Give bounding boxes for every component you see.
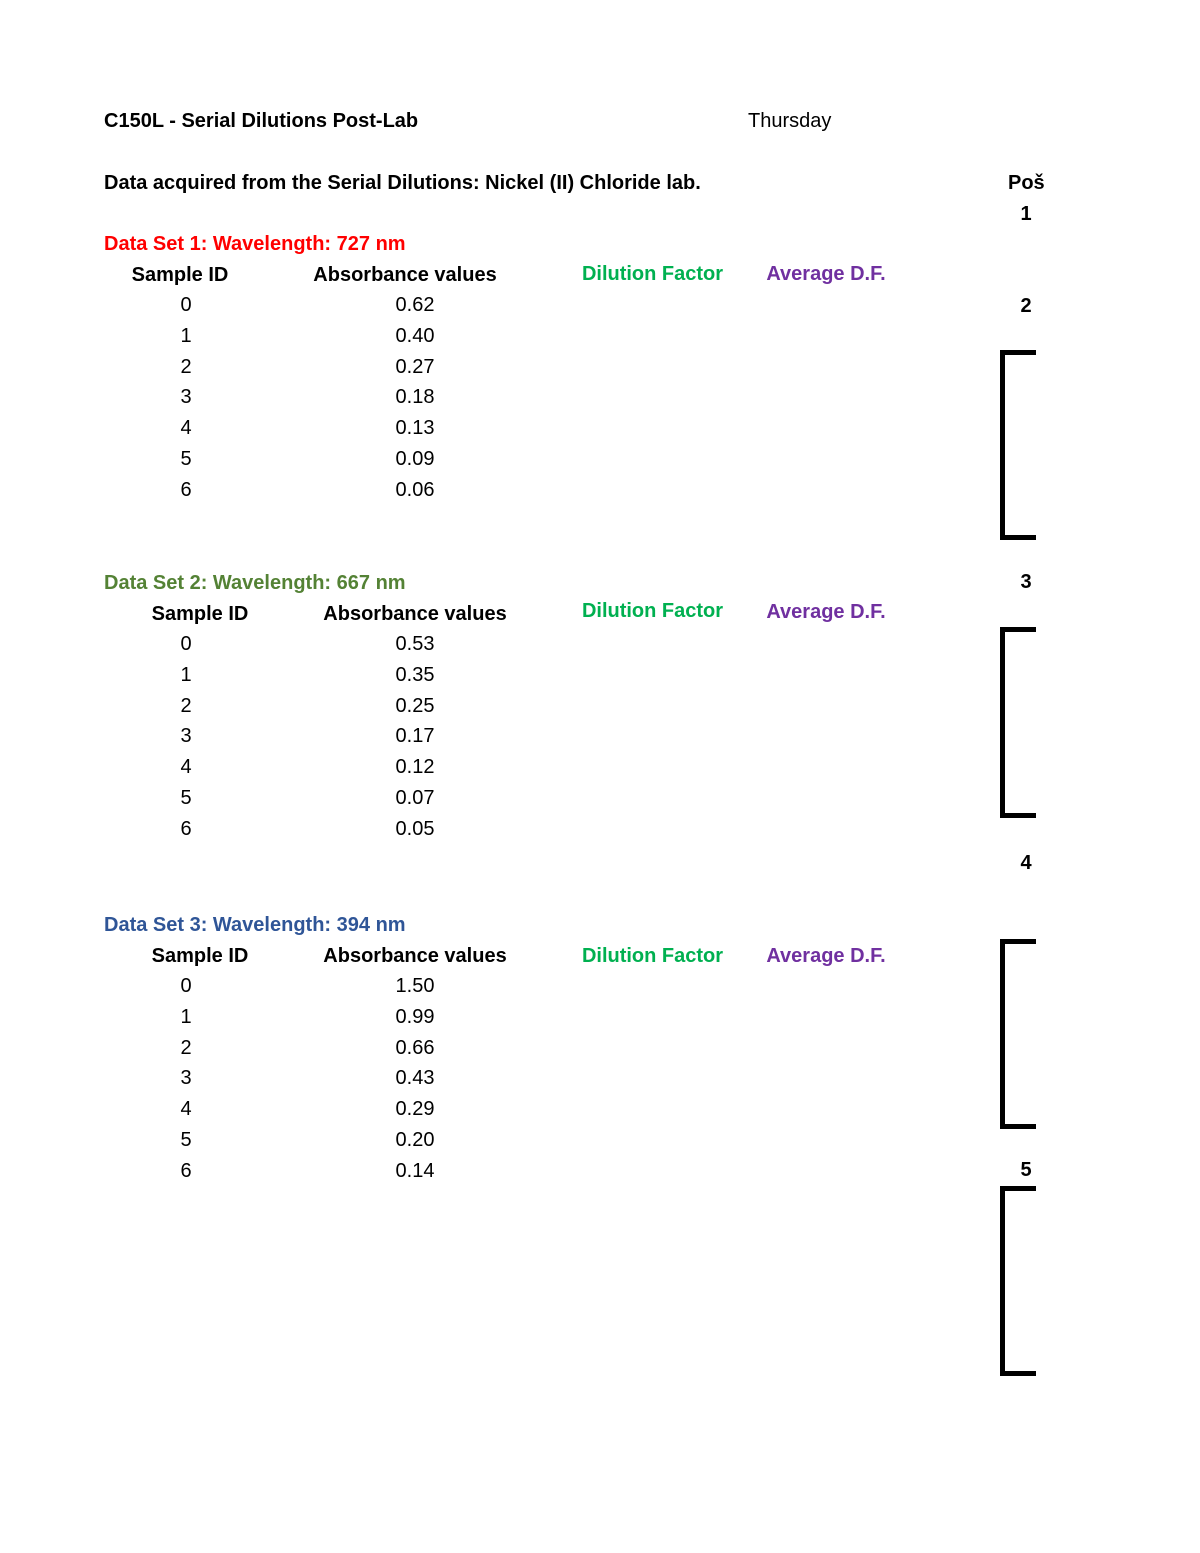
sample-id-cell: 1 (180, 1006, 192, 1028)
absorbance-cell: 0.27 (395, 356, 435, 378)
absorbance-cell: 0.66 (395, 1037, 435, 1059)
sample-id-cell: 2 (180, 356, 192, 378)
sample-id-cell: 1 (180, 664, 192, 686)
question-number-4: 4 (1020, 852, 1032, 874)
page-subtitle: Data acquired from the Serial Dilutions: Nickel (II) Chloride lab. (104, 172, 701, 194)
absorbance-cell: 0.07 (395, 787, 435, 809)
absorbance-cell: 0.13 (395, 417, 435, 439)
sample-id-cell: 3 (180, 725, 192, 747)
sample-id-cell: 4 (180, 756, 192, 778)
absorbance-cell: 0.43 (395, 1067, 435, 1089)
absorbance-header: Absorbance values (323, 603, 507, 625)
absorbance-cell: 0.20 (395, 1129, 435, 1151)
answer-bracket-3 (1000, 627, 1036, 818)
sample-id-cell: 5 (180, 448, 192, 470)
day-label: Thursday (748, 110, 832, 132)
absorbance-cell: 0.62 (395, 294, 435, 316)
absorbance-cell: 0.40 (395, 325, 435, 347)
absorbance-cell: 0.29 (395, 1098, 435, 1120)
data-set-3-heading: Data Set 3: Wavelength: 394 nm (104, 914, 406, 936)
sample-id-cell: 0 (180, 294, 192, 316)
absorbance-cell: 0.25 (395, 695, 435, 717)
absorbance-cell: 0.35 (395, 664, 435, 686)
sample-id-cell: 0 (180, 633, 192, 655)
sample-id-cell: 2 (180, 695, 192, 717)
absorbance-cell: 1.50 (395, 975, 435, 997)
average-df-header: Average D.F. (766, 263, 886, 285)
sample-id-cell: 5 (180, 787, 192, 809)
page-title: C150L - Serial Dilutions Post-Lab (104, 110, 419, 132)
absorbance-cell: 0.06 (395, 479, 435, 501)
data-set-1-heading: Data Set 1: Wavelength: 727 nm (104, 233, 406, 255)
side-label-truncated: Poš (1008, 172, 1045, 194)
question-number-1: 1 (1020, 203, 1032, 225)
sample-id-cell: 4 (180, 1098, 192, 1120)
sample-id-cell: 1 (180, 325, 192, 347)
sample-id-cell: 3 (180, 1067, 192, 1089)
answer-bracket-2 (1000, 350, 1036, 540)
absorbance-header: Absorbance values (323, 945, 507, 967)
sample-id-cell: 4 (180, 417, 192, 439)
answer-bracket-4 (1000, 939, 1036, 1129)
question-number-5: 5 (1020, 1159, 1032, 1181)
dilution-factor-header: Dilution Factor (581, 945, 724, 967)
sample-id-cell: 5 (180, 1129, 192, 1151)
sample-id-header: Sample ID (151, 945, 249, 967)
question-number-3: 3 (1020, 571, 1032, 593)
sample-id-cell: 6 (180, 1160, 192, 1182)
dilution-factor-header: Dilution Factor (581, 263, 724, 285)
sample-id-header: Sample ID (131, 264, 229, 286)
data-set-2-heading: Data Set 2: Wavelength: 667 nm (104, 572, 406, 594)
absorbance-cell: 0.99 (395, 1006, 435, 1028)
absorbance-cell: 0.17 (395, 725, 435, 747)
dilution-factor-header: Dilution Factor (581, 600, 724, 622)
absorbance-cell: 0.09 (395, 448, 435, 470)
average-df-header: Average D.F. (766, 945, 886, 967)
sample-id-cell: 6 (180, 818, 192, 840)
sample-id-cell: 3 (180, 386, 192, 408)
absorbance-cell: 0.05 (395, 818, 435, 840)
sample-id-cell: 6 (180, 479, 192, 501)
sample-id-header: Sample ID (151, 603, 249, 625)
absorbance-cell: 0.53 (395, 633, 435, 655)
absorbance-cell: 0.12 (395, 756, 435, 778)
average-df-header: Average D.F. (766, 601, 886, 623)
answer-bracket-5 (1000, 1186, 1036, 1376)
sample-id-cell: 2 (180, 1037, 192, 1059)
absorbance-cell: 0.14 (395, 1160, 435, 1182)
question-number-2: 2 (1020, 295, 1032, 317)
absorbance-cell: 0.18 (395, 386, 435, 408)
sample-id-cell: 0 (180, 975, 192, 997)
absorbance-header: Absorbance values (313, 264, 497, 286)
